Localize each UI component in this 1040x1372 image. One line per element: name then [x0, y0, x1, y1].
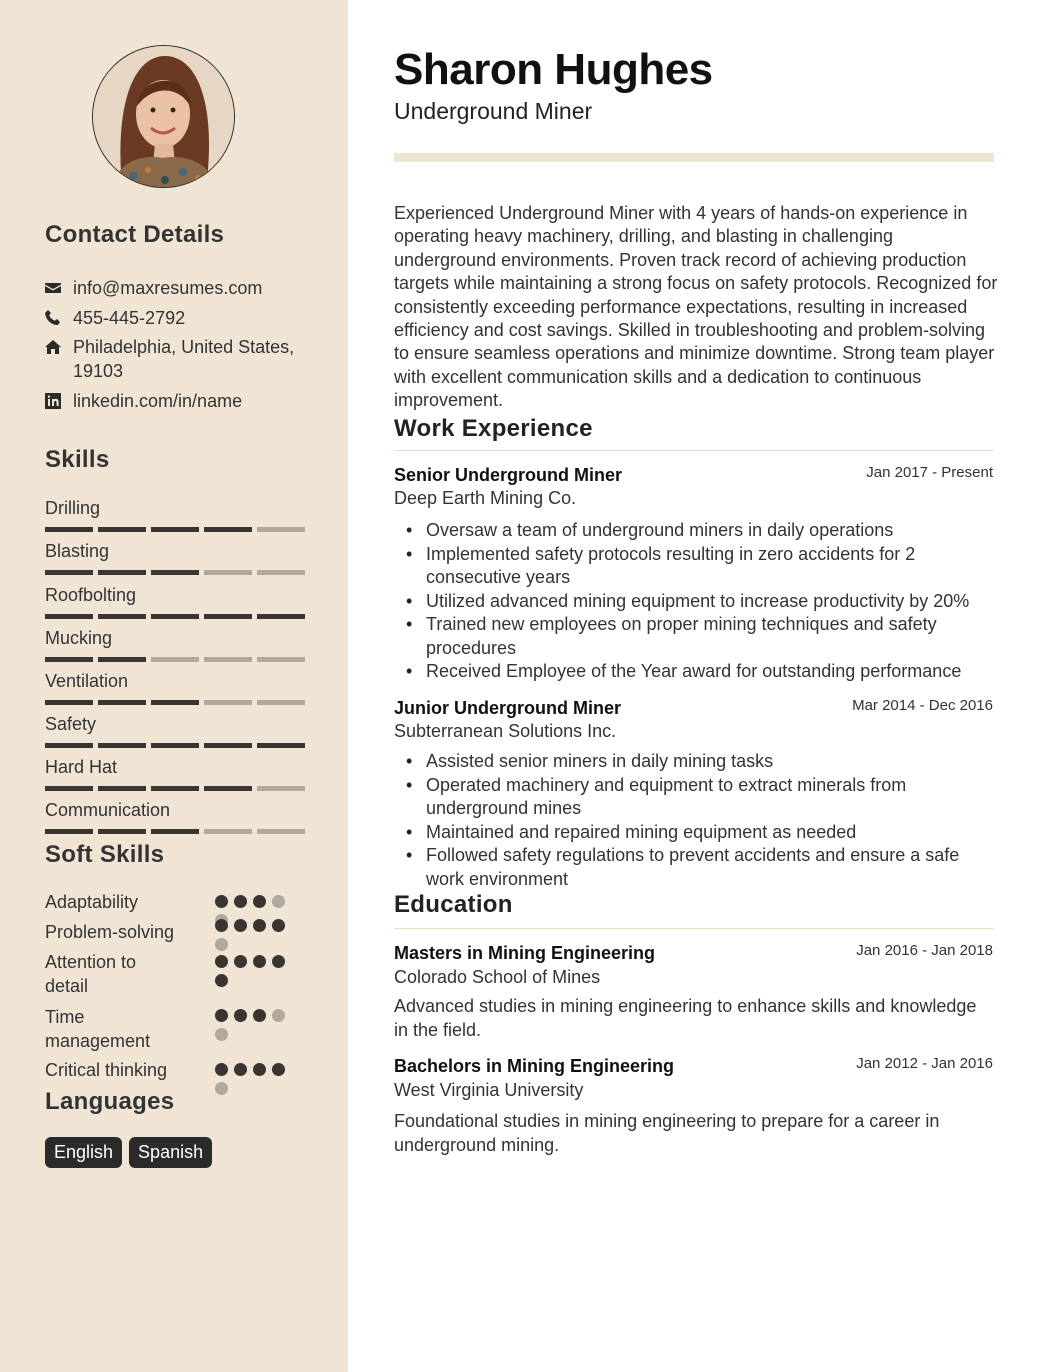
list-item: • Followed safety regulations to prevent accidents and ensure a safe work environment	[426, 844, 996, 891]
skill-level-bar	[45, 829, 305, 834]
job-dates: Jan 2017 - Present	[866, 464, 993, 481]
rating-dot	[253, 895, 266, 908]
skill-level-segment	[204, 743, 252, 748]
job-bullets	[426, 519, 996, 684]
soft-skill-label: Problem-solving	[45, 922, 175, 942]
rating-dot	[253, 919, 266, 932]
skill-item	[45, 797, 305, 823]
candidate-name: Sharon Hughes	[394, 45, 713, 94]
skill-level-segment	[45, 829, 93, 834]
rating-dot	[272, 955, 285, 968]
skill-label: Drilling	[45, 498, 101, 518]
degree-description: Foundational studies in mining engineering to prepare for a career in underground mining.	[394, 1111, 940, 1155]
phone-text: 455-445-2792	[73, 308, 186, 328]
job-company: Subterranean Solutions Inc.	[394, 721, 617, 741]
skill-level-bar	[45, 570, 305, 575]
skill-level-bar	[45, 657, 305, 662]
skill-level-segment	[151, 570, 199, 575]
school-name: Colorado School of Mines	[394, 967, 601, 987]
soft-skill-rating	[215, 1063, 285, 1095]
skill-level-segment	[98, 614, 146, 619]
rating-dot	[215, 1063, 228, 1076]
skill-level-bar	[45, 614, 305, 619]
skill-label: Safety	[45, 714, 97, 734]
skill-item	[45, 754, 305, 780]
list-item: • Oversaw a team of underground miners in daily operations	[426, 519, 996, 543]
summary-text: Experienced Underground Miner with 4 years of hands-on experience in operating heavy machinery, drilling, and blasting in challenging underground environments. Proven track record of achieving production targets while maintaining a strong focus on safety protocols. Recognized for consistently exceeding performance expectations, resulting in increased efficiency and cost savings. Skilled in troubleshooting and problem-solving to ensure seamless operations and minimize downtime. Strong team player with excellent communication skills and a dedication to continuous improvement.	[394, 203, 998, 411]
address-text: Philadelphia, United States, 19103	[73, 337, 295, 381]
skill-level-segment	[45, 614, 93, 619]
section-divider	[394, 928, 994, 929]
list-item: • Utilized advanced mining equipment to increase productivity by 20%	[426, 590, 996, 614]
soft-skills-heading: Soft Skills	[45, 841, 165, 868]
degree-dates: Jan 2012 - Jan 2016	[856, 1055, 993, 1072]
soft-skill-rating	[215, 955, 285, 987]
skill-level-bar	[45, 743, 305, 748]
rating-dot	[253, 1009, 266, 1022]
rating-dot	[215, 1028, 228, 1041]
job-dates: Mar 2014 - Dec 2016	[852, 697, 993, 714]
skill-level-segment	[151, 829, 199, 834]
rating-dot	[253, 1063, 266, 1076]
linkedin-text: linkedin.com/in/name	[73, 391, 243, 411]
skill-item	[45, 711, 305, 737]
skill-level-segment	[151, 527, 199, 532]
skill-level-segment	[204, 700, 252, 705]
list-item: • Maintained and repaired mining equipment as needed	[426, 821, 996, 845]
skill-level-segment	[204, 614, 252, 619]
list-item: • Assisted senior miners in daily mining tasks	[426, 750, 996, 774]
skill-level-segment	[151, 614, 199, 619]
list-item: • Received Employee of the Year award for outstanding performance	[426, 660, 996, 684]
rating-dot	[234, 955, 247, 968]
job-title: Junior Underground Miner	[394, 698, 621, 718]
soft-skill-label: Attention to detail	[45, 952, 137, 996]
avatar	[92, 45, 235, 188]
skill-label: Blasting	[45, 541, 110, 561]
list-item: • Operated machinery and equipment to extract minerals from underground mines	[426, 774, 996, 821]
skill-level-segment	[204, 570, 252, 575]
skill-level-segment	[45, 527, 93, 532]
contact-linkedin[interactable]	[45, 389, 315, 413]
rating-dot	[253, 955, 266, 968]
rating-dot	[272, 895, 285, 908]
soft-skill-label: Critical thinking	[45, 1060, 168, 1080]
candidate-title: Underground Miner	[394, 98, 593, 124]
skill-level-segment	[204, 786, 252, 791]
skill-level-segment	[45, 700, 93, 705]
skill-level-segment	[45, 786, 93, 791]
skill-level-segment	[98, 743, 146, 748]
list-item: • Trained new employees on proper mining techniques and safety procedures	[426, 613, 996, 660]
skill-level-segment	[45, 743, 93, 748]
rating-dot	[272, 1009, 285, 1022]
skill-level-segment	[204, 657, 252, 662]
accent-divider	[394, 153, 994, 162]
language-badge: Spanish	[129, 1137, 212, 1168]
skill-level-segment	[45, 657, 93, 662]
contact-heading: Contact Details	[45, 221, 225, 248]
skill-level-segment	[98, 700, 146, 705]
languages-list	[45, 1137, 212, 1168]
job-title: Senior Underground Miner	[394, 465, 623, 485]
skill-level-segment	[257, 657, 305, 662]
skill-level-segment	[45, 570, 93, 575]
skill-label: Hard Hat	[45, 757, 118, 777]
skill-item	[45, 625, 305, 651]
phone-icon	[45, 306, 73, 330]
home-icon	[45, 335, 73, 359]
soft-skill-rating	[215, 1009, 285, 1041]
school-name: West Virginia University	[394, 1080, 584, 1100]
rating-dot	[272, 919, 285, 932]
skill-level-segment	[204, 527, 252, 532]
education-heading: Education	[394, 891, 513, 918]
profile-photo	[93, 46, 235, 188]
rating-dot	[215, 1009, 228, 1022]
skill-level-segment	[98, 786, 146, 791]
rating-dot	[215, 955, 228, 968]
degree-title: Masters in Mining Engineering	[394, 943, 656, 963]
skill-level-segment	[98, 657, 146, 662]
skill-level-segment	[257, 570, 305, 575]
languages-heading: Languages	[45, 1088, 175, 1115]
section-divider	[394, 450, 994, 451]
contact-email[interactable]	[45, 276, 315, 300]
skill-label: Ventilation	[45, 671, 129, 691]
skill-item	[45, 668, 305, 694]
skill-level-segment	[151, 786, 199, 791]
skill-label: Roofbolting	[45, 585, 137, 605]
skill-label: Communication	[45, 800, 171, 820]
rating-dot	[215, 974, 228, 987]
skill-level-segment	[257, 527, 305, 532]
rating-dot	[234, 919, 247, 932]
skill-level-bar	[45, 700, 305, 705]
skill-level-segment	[257, 786, 305, 791]
soft-skill-rating	[215, 919, 285, 951]
skill-level-segment	[257, 829, 305, 834]
skill-level-bar	[45, 786, 305, 791]
rating-dot	[215, 919, 228, 932]
soft-skill-label: Adaptability	[45, 892, 139, 912]
main-content	[348, 0, 1040, 1372]
rating-dot	[234, 1009, 247, 1022]
rating-dot	[215, 938, 228, 951]
soft-skill-label: Time management	[45, 1007, 151, 1051]
skill-level-segment	[151, 743, 199, 748]
skill-level-segment	[98, 829, 146, 834]
envelope-icon	[45, 276, 73, 300]
job-company: Deep Earth Mining Co.	[394, 488, 577, 508]
skill-level-segment	[257, 614, 305, 619]
degree-title: Bachelors in Mining Engineering	[394, 1056, 675, 1076]
skill-item	[45, 582, 305, 608]
skill-level-segment	[151, 657, 199, 662]
sidebar	[0, 0, 348, 1372]
skill-label: Mucking	[45, 628, 113, 648]
job-bullets	[426, 750, 996, 891]
rating-dot	[215, 1082, 228, 1095]
skill-level-segment	[98, 570, 146, 575]
skill-item	[45, 495, 305, 521]
rating-dot	[234, 1063, 247, 1076]
linkedin-icon	[45, 389, 73, 413]
rating-dot	[234, 895, 247, 908]
degree-description: Advanced studies in mining engineering to enhance skills and knowledge in the field.	[394, 996, 977, 1040]
skill-item	[45, 538, 305, 564]
rating-dot	[215, 895, 228, 908]
skill-level-segment	[204, 829, 252, 834]
contact-address	[45, 335, 315, 383]
rating-dot	[272, 1063, 285, 1076]
skills-heading: Skills	[45, 446, 110, 473]
degree-dates: Jan 2016 - Jan 2018	[856, 942, 993, 959]
language-badge: English	[45, 1137, 122, 1168]
email-text: info@maxresumes.com	[73, 278, 263, 298]
skill-level-segment	[98, 527, 146, 532]
skill-level-segment	[151, 700, 199, 705]
contact-phone[interactable]	[45, 306, 315, 330]
skill-level-segment	[257, 700, 305, 705]
list-item: • Implemented safety protocols resulting in zero accidents for 2 consecutive years	[426, 543, 996, 590]
skill-level-segment	[257, 743, 305, 748]
work-heading: Work Experience	[394, 415, 593, 442]
skill-level-bar	[45, 527, 305, 532]
